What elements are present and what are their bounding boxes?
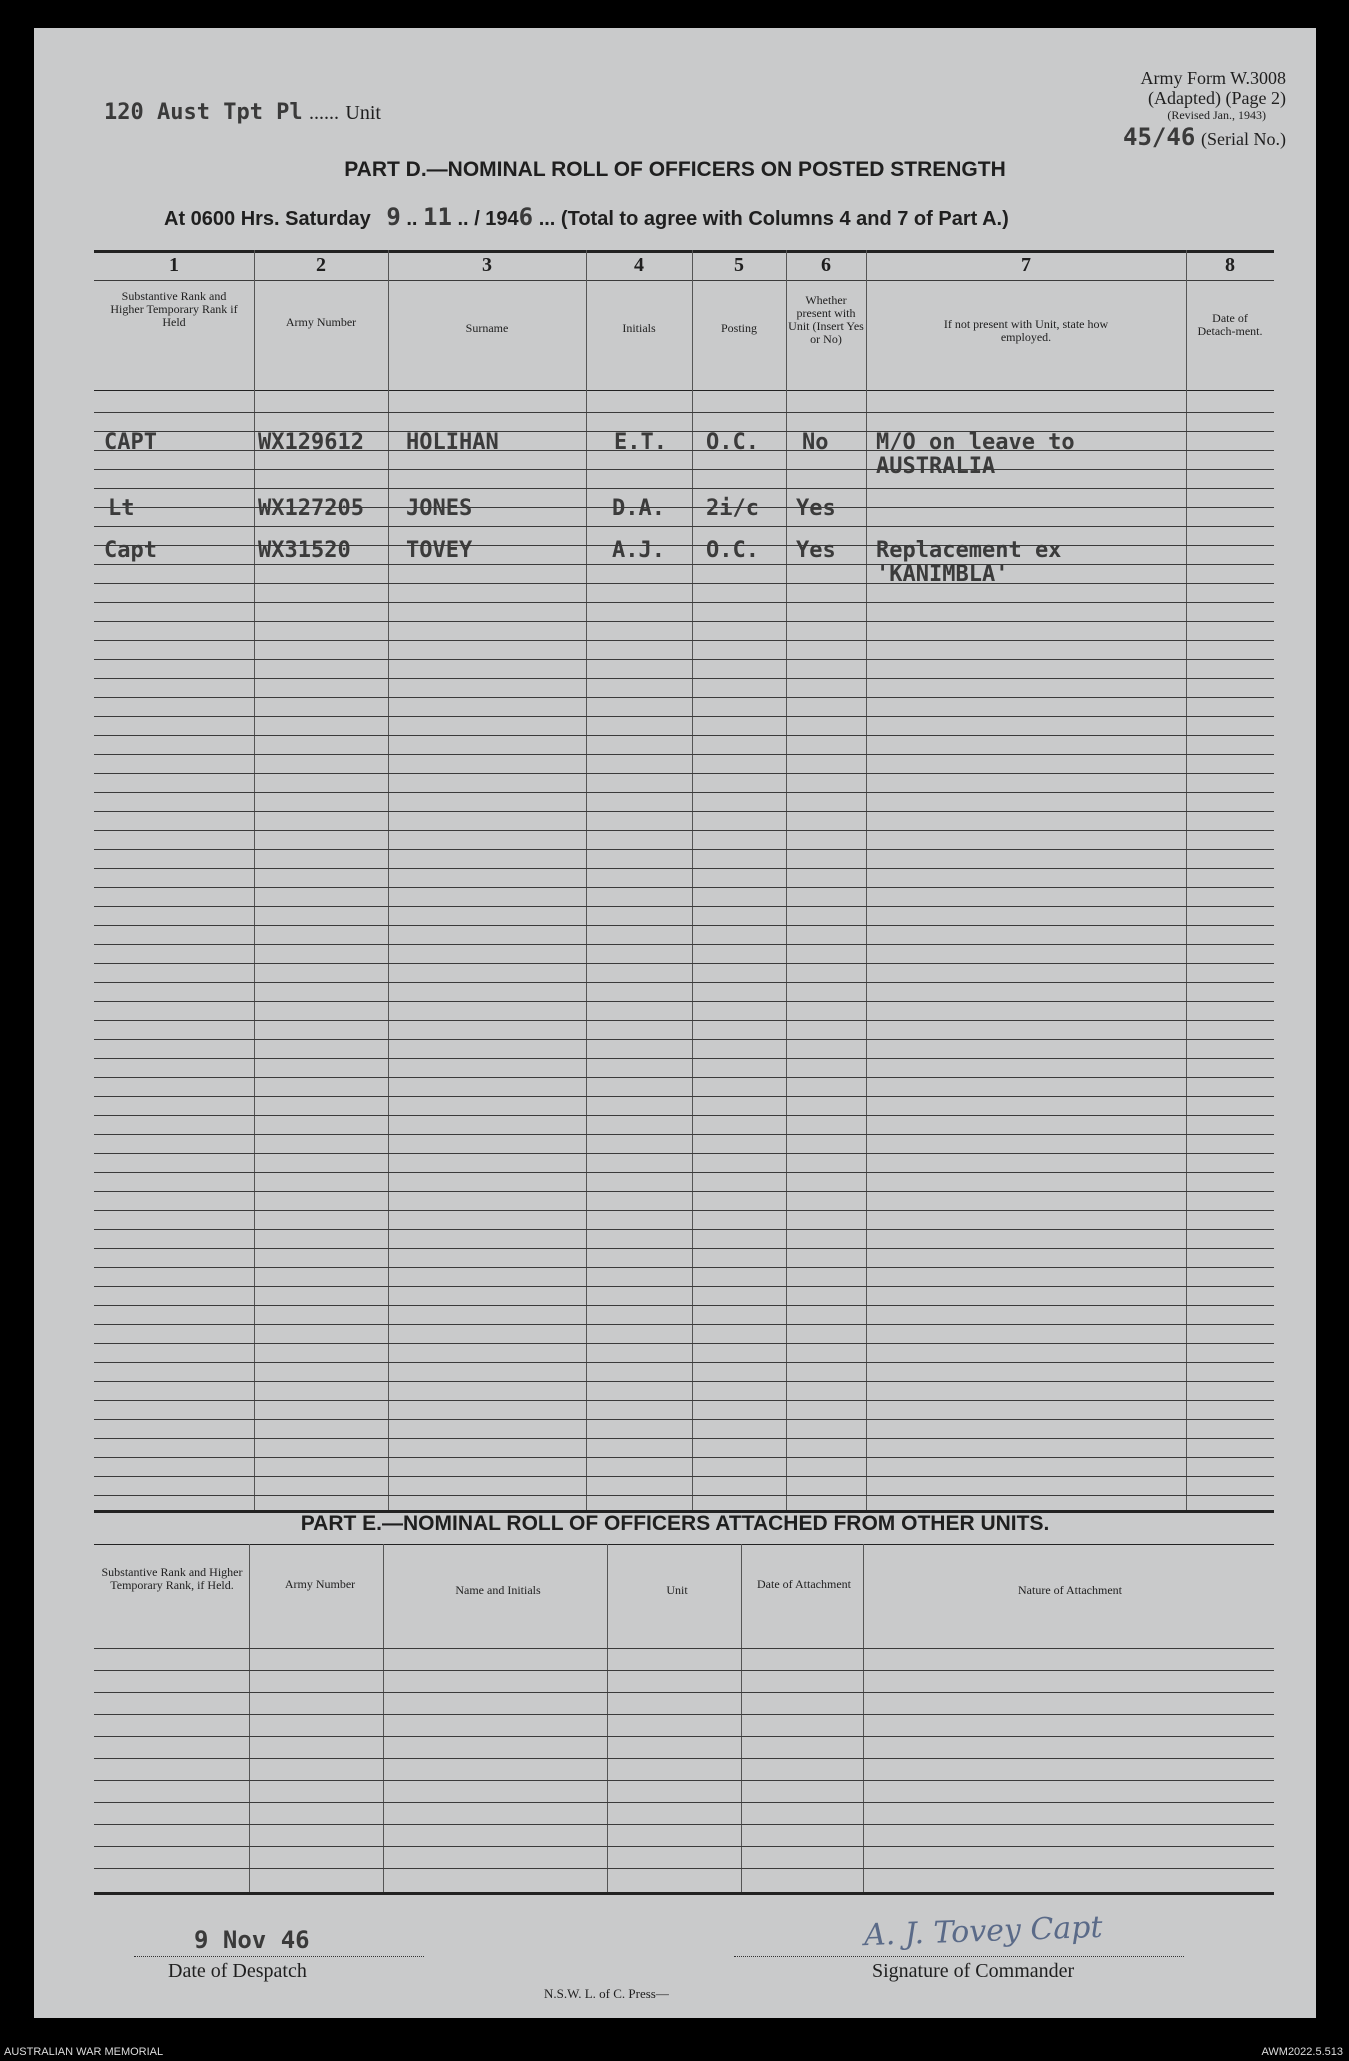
- row3-surname: TOVEY: [406, 538, 473, 563]
- ruled-line: [94, 1248, 1274, 1249]
- ruled-line: [94, 583, 1274, 584]
- ruled-line: [94, 811, 1274, 812]
- ruled-line: [94, 1802, 1274, 1803]
- row1-posting: O.C.: [706, 430, 759, 455]
- ruled-line: [94, 1868, 1274, 1869]
- ruled-line: [94, 830, 1274, 831]
- col-head-present: Whether present with Unit (Insert Yes or No): [788, 293, 864, 346]
- date-year-digit: 6: [518, 203, 534, 231]
- ruled-line: [94, 1714, 1274, 1715]
- date-month: 11: [423, 203, 452, 231]
- form-adapted: (Adapted) (Page 2): [1148, 88, 1286, 108]
- col-head-surname: Surname: [465, 321, 509, 335]
- row2-rank: Lt: [108, 496, 135, 521]
- ruled-line: [94, 1670, 1274, 1671]
- row3-employed-line2: 'KANIMBLA': [876, 562, 1009, 587]
- roll-date-line: At 0600 Hrs. Saturday 9 .. 11 .. / 1946 ... (Total to agree with Columns 4 and 7 of Part A.): [164, 203, 1009, 231]
- ruled-line: [94, 412, 1274, 413]
- form-revised: (Revised Jan., 1943): [1167, 108, 1266, 122]
- e-col-head-nature: Nature of Attachment: [1018, 1583, 1122, 1597]
- row1-initials: E.T.: [614, 430, 667, 455]
- row1-present: No: [802, 430, 829, 455]
- ruled-line: [94, 982, 1274, 983]
- ruled-line: [94, 1134, 1274, 1135]
- ruled-line: [94, 1115, 1274, 1116]
- awm-accession: AWM2022.5.513: [1261, 2046, 1343, 2058]
- unit-line: 120 Aust Tpt Pl ...... Unit: [104, 100, 381, 125]
- col-head-army-number: Army Number: [285, 315, 357, 329]
- ruled-line: [94, 735, 1274, 736]
- row3-posting: O.C.: [706, 538, 759, 563]
- date-suffix: (Total to agree with Columns 4 and 7 of Part A.): [560, 208, 1009, 230]
- ruled-line: [94, 963, 1274, 964]
- ruled-line: [94, 621, 1274, 622]
- ruled-line: [94, 1096, 1274, 1097]
- ruled-line: [94, 1229, 1274, 1230]
- ruled-line: [94, 1153, 1274, 1154]
- ruled-line: [94, 1438, 1274, 1439]
- commander-signature: A. J. Tovey Capt: [863, 1909, 1104, 1954]
- ruled-line: [94, 925, 1274, 926]
- serial-label: (Serial No.): [1201, 129, 1286, 149]
- date-day: 9: [386, 203, 401, 231]
- ruled-line: [94, 659, 1274, 660]
- ruled-line: [94, 1172, 1274, 1173]
- ruled-line: [94, 716, 1274, 717]
- ruled-line: [94, 1267, 1274, 1268]
- ruled-line: [94, 469, 1274, 470]
- ruled-line: [94, 1495, 1274, 1496]
- ruled-line: [94, 1692, 1274, 1693]
- serial-value: 45/46: [1123, 123, 1196, 151]
- ruled-line: [94, 944, 1274, 945]
- despatch-date-value: 9 Nov 46: [194, 1926, 310, 1954]
- ruled-line: [94, 773, 1274, 774]
- ruled-line: [94, 1419, 1274, 1420]
- row3-present: Yes: [796, 538, 836, 563]
- row3-employed: Replacement ex: [876, 538, 1062, 563]
- row2-present: Yes: [796, 496, 836, 521]
- ruled-line: [94, 1362, 1274, 1363]
- col-num-6: 6: [821, 254, 831, 276]
- ruled-line: [94, 564, 1274, 565]
- ruled-line: [94, 868, 1274, 869]
- part-e-table: [94, 1544, 1274, 1894]
- e-col-head-date: Date of Attachment: [757, 1577, 851, 1591]
- col-num-2: 2: [316, 254, 326, 276]
- row1-number: WX129612: [258, 430, 364, 455]
- form-page: [34, 28, 1316, 2018]
- row1-employed-line2: AUSTRALIA: [876, 454, 996, 479]
- despatch-date-label: Date of Despatch: [168, 1960, 307, 1982]
- col-head-initials: Initials: [622, 321, 656, 335]
- ruled-line: [94, 602, 1274, 603]
- ruled-line: [94, 678, 1274, 679]
- ruled-line: [94, 640, 1274, 641]
- row3-initials: A.J.: [612, 538, 665, 563]
- ruled-line: [94, 1058, 1274, 1059]
- col-head-rank: Substantive Rank and Higher Temporary Rank if Held: [110, 289, 238, 329]
- ruled-line: [94, 1039, 1274, 1040]
- ruled-line: [94, 1846, 1274, 1847]
- serial-line: [1123, 123, 1286, 151]
- ruled-line: [94, 1020, 1274, 1021]
- col-num-5: 5: [734, 254, 744, 276]
- ruled-line: [94, 887, 1274, 888]
- ruled-line: [94, 754, 1274, 755]
- ruled-line: [94, 1648, 1274, 1649]
- ruled-line: [94, 906, 1274, 907]
- press-imprint: N.S.W. L. of C. Press—: [544, 1986, 669, 2001]
- ruled-line: [94, 697, 1274, 698]
- form-title: Army Form W.3008: [1140, 68, 1286, 88]
- ruled-line: [94, 1343, 1274, 1344]
- row2-initials: D.A.: [612, 496, 665, 521]
- col-num-3: 3: [482, 254, 492, 276]
- row1-employed: M/O on leave to: [876, 430, 1075, 455]
- ruled-line: [94, 1758, 1274, 1759]
- e-col-head-name: Name and Initials: [455, 1583, 541, 1597]
- col-head-detachment: Date of Detach-ment.: [1197, 311, 1263, 338]
- row3-number: WX31520: [258, 538, 351, 563]
- part-d-table: [94, 250, 1274, 1510]
- ruled-line: [94, 792, 1274, 793]
- ruled-line: [94, 1381, 1274, 1382]
- col-num-4: 4: [634, 254, 644, 276]
- ruled-line: [94, 1077, 1274, 1078]
- row3-rank: Capt: [104, 538, 157, 563]
- date-prefix: At 0600 Hrs. Saturday: [164, 208, 371, 230]
- e-col-head-unit: Unit: [666, 1583, 688, 1597]
- ruled-line: [94, 1780, 1274, 1781]
- ruled-line: [94, 1736, 1274, 1737]
- col-head-posting: Posting: [720, 321, 757, 335]
- ruled-line: [94, 1457, 1274, 1458]
- col-num-7: 7: [1021, 254, 1031, 276]
- ruled-line: [94, 1400, 1274, 1401]
- col-head-employed: If not present with Unit, state how employed.: [943, 317, 1109, 344]
- ruled-line: [94, 1476, 1274, 1477]
- row1-rank: CAPT: [104, 430, 157, 455]
- ruled-line: [94, 488, 1274, 489]
- part-d-title: PART D.—NOMINAL ROLL OF OFFICERS ON POSTED STRENGTH: [344, 158, 1006, 181]
- unit-value: 120 Aust Tpt Pl: [104, 100, 303, 125]
- e-col-head-rank: Substantive Rank and Higher Temporary Rank, if Held.: [101, 1565, 243, 1592]
- ruled-line: [94, 1324, 1274, 1325]
- ruled-line: [94, 1210, 1274, 1211]
- row1-surname: HOLIHAN: [406, 430, 499, 455]
- ruled-line: [94, 1191, 1274, 1192]
- part-e-title: PART E.—NOMINAL ROLL OF OFFICERS ATTACHED FROM OTHER UNITS.: [300, 1512, 1050, 1535]
- col-num-1: 1: [169, 254, 179, 276]
- e-col-head-army-number: Army Number: [284, 1577, 356, 1591]
- unit-label: Unit: [345, 102, 381, 124]
- row2-surname: JONES: [406, 496, 473, 521]
- ruled-line: [94, 1286, 1274, 1287]
- form-identifier: [1140, 68, 1286, 122]
- col-num-8: 8: [1225, 254, 1235, 276]
- ruled-line: [94, 526, 1274, 527]
- row2-number: WX127205: [258, 496, 364, 521]
- awm-credit: AUSTRALIAN WAR MEMORIAL: [4, 2046, 164, 2058]
- ruled-line: [94, 1824, 1274, 1825]
- ruled-line: [94, 1305, 1274, 1306]
- row2-posting: 2i/c: [706, 496, 759, 521]
- ruled-line: [94, 1001, 1274, 1002]
- date-year-prefix: / 194: [474, 208, 519, 230]
- ruled-line: [94, 849, 1274, 850]
- signature-label: Signature of Commander: [872, 1960, 1075, 1982]
